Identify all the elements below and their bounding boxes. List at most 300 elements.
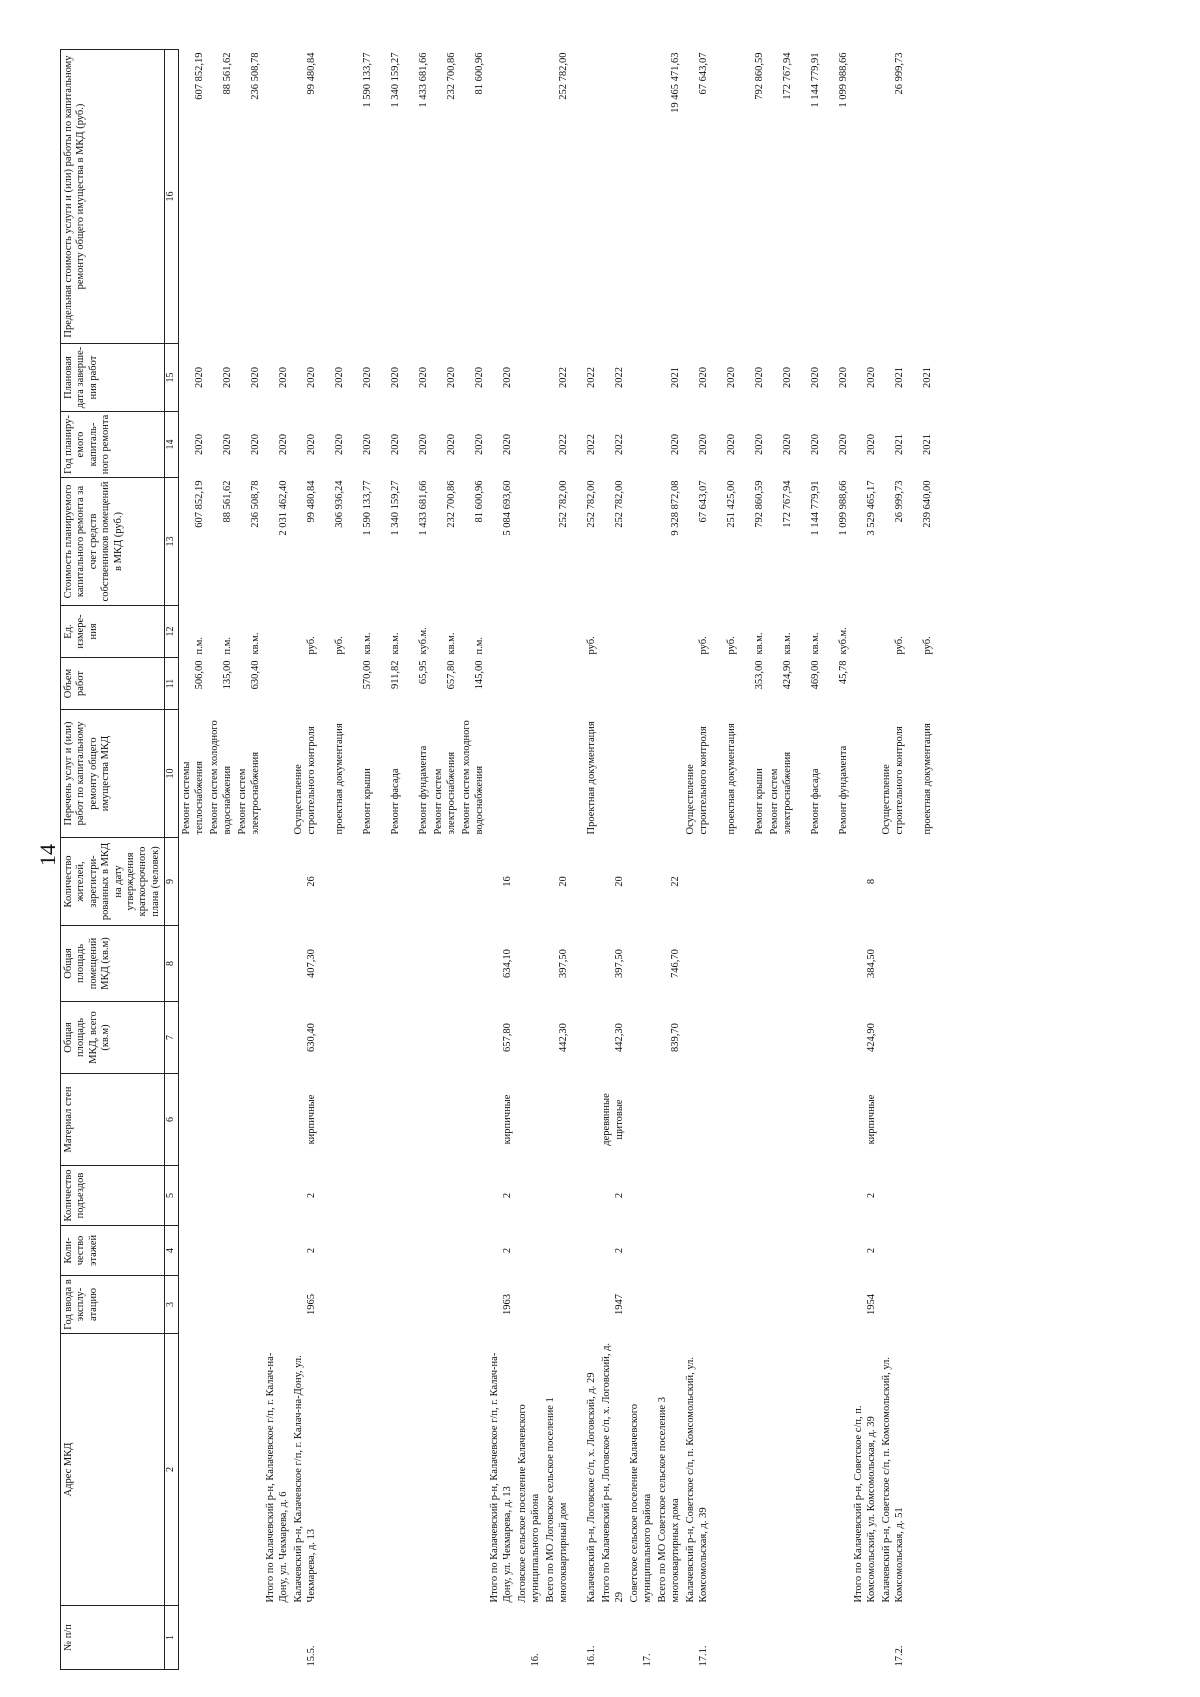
residents-cell — [711, 838, 739, 926]
residents-cell — [907, 838, 935, 926]
planned-year-cell: 2020 — [753, 434, 765, 455]
address-cell: Советское сельское поселение Калачевского муниципального района — [629, 1403, 653, 1603]
work-type-cell — [627, 710, 655, 838]
column-number: 16 — [165, 50, 179, 344]
limit-cost-cell: 26 999,73 — [893, 52, 905, 95]
row-number — [655, 1606, 683, 1670]
total-area-cell — [207, 1002, 235, 1074]
limit-cost-cell: 1 590 133,77 — [361, 52, 373, 108]
work-type-cell — [487, 710, 515, 838]
volume-cell: 65,95 — [417, 660, 429, 685]
floors-cell: 2 — [305, 1247, 317, 1254]
limit-cost-cell: 81 600,96 — [473, 52, 485, 95]
column-number: 2 — [165, 1334, 179, 1606]
volume-cell — [571, 658, 599, 710]
end-year-cell: 2020 — [501, 367, 513, 388]
table-row — [655, 50, 683, 1670]
work-type-cell: Ремонт фасада — [389, 768, 401, 835]
limit-cost-cell — [515, 50, 543, 344]
table-row — [291, 50, 319, 1670]
year-cell — [683, 1276, 711, 1334]
table-row — [403, 50, 431, 1670]
cost-cell: 9 328 872,08 — [669, 480, 681, 536]
cost-cell: 1 590 133,77 — [361, 480, 373, 536]
year-cell — [375, 1276, 403, 1334]
premises-area-cell: 746,70 — [669, 949, 681, 978]
column-number: 5 — [165, 1166, 179, 1226]
cost-cell: 81 600,96 — [473, 480, 485, 523]
unit-cell — [599, 606, 627, 658]
limit-cost-cell: 1 340 159,27 — [389, 52, 401, 108]
wall-material-cell — [207, 1074, 235, 1166]
premises-area-cell — [711, 926, 739, 1002]
wall-material-cell — [907, 1074, 935, 1166]
unit-cell: руб. — [725, 636, 737, 655]
entrances-cell — [823, 1166, 851, 1226]
premises-area-cell — [319, 926, 347, 1002]
table-row — [571, 50, 599, 1670]
floors-cell — [375, 1226, 403, 1276]
premises-area-cell — [207, 926, 235, 1002]
cost-cell: 252 782,00 — [613, 480, 625, 528]
premises-area-cell — [571, 926, 599, 1002]
planned-year-cell: 2020 — [501, 434, 513, 455]
header-cell: Год планиру-емого капиталь-ного ремонта — [61, 412, 165, 478]
unit-cell — [655, 606, 683, 658]
unit-cell — [515, 606, 543, 658]
unit-cell: руб. — [697, 636, 709, 655]
limit-cost-cell: 232 700,86 — [445, 52, 457, 100]
residents-cell — [879, 838, 907, 926]
total-area-cell: 442,30 — [557, 1023, 569, 1052]
table-body — [179, 50, 936, 1670]
year-cell — [403, 1276, 431, 1334]
limit-cost-cell — [627, 50, 655, 344]
floors-cell — [739, 1226, 767, 1276]
year-cell — [431, 1276, 459, 1334]
row-number — [263, 1606, 291, 1670]
work-type-cell: Осуществление строительного контроля — [293, 726, 317, 835]
entrances-cell — [403, 1166, 431, 1226]
unit-cell: руб. — [585, 636, 597, 655]
end-year-cell: 2020 — [221, 367, 233, 388]
wall-material-cell: кирпичные — [501, 1094, 513, 1145]
residents-cell — [403, 838, 431, 926]
year-cell — [739, 1276, 767, 1334]
premises-area-cell — [459, 926, 487, 1002]
volume-cell: 135,00 — [221, 660, 233, 690]
residents-cell: 16 — [501, 876, 513, 887]
residents-cell: 20 — [557, 876, 569, 887]
end-year-cell: 2020 — [193, 367, 205, 388]
planned-year-cell: 2020 — [193, 434, 205, 455]
table-row — [487, 50, 515, 1670]
wall-material-cell — [263, 1074, 291, 1166]
unit-cell: кв.м. — [249, 632, 261, 655]
limit-cost-cell — [571, 50, 599, 344]
residents-cell: 22 — [669, 876, 681, 887]
table-row — [235, 50, 263, 1670]
row-number: 15.5. — [305, 1645, 317, 1667]
year-cell — [879, 1276, 907, 1334]
planned-year-cell: 2020 — [389, 434, 401, 455]
total-area-cell — [767, 1002, 795, 1074]
unit-cell: кв.м. — [753, 632, 765, 655]
row-number: 17. — [641, 1653, 653, 1667]
entrances-cell — [627, 1166, 655, 1226]
row-number — [179, 1606, 208, 1670]
wall-material-cell: деревянные щитовые — [601, 1093, 625, 1146]
total-area-cell: 442,30 — [613, 1023, 625, 1052]
premises-area-cell — [375, 926, 403, 1002]
end-year-cell — [515, 344, 543, 412]
entrances-cell — [319, 1166, 347, 1226]
row-number — [795, 1606, 823, 1670]
entrances-cell — [907, 1166, 935, 1226]
header-cell: Объем работ — [61, 658, 165, 710]
entrances-cell: 2 — [305, 1192, 317, 1199]
floors-cell — [879, 1226, 907, 1276]
column-number: 14 — [165, 412, 179, 478]
limit-cost-cell: 792 860,59 — [753, 52, 765, 100]
wall-material-cell — [571, 1074, 599, 1166]
limit-cost-cell — [263, 50, 291, 344]
unit-cell — [627, 606, 655, 658]
table-row — [851, 50, 879, 1670]
cost-cell: 306 936,24 — [333, 480, 345, 528]
planned-year-cell: 2020 — [781, 434, 793, 455]
row-number — [543, 1606, 571, 1670]
work-type-cell: Ремонт системы теплоснабжения — [181, 761, 205, 835]
wall-material-cell — [375, 1074, 403, 1166]
end-year-cell: 2022 — [585, 367, 597, 388]
address-cell — [767, 1334, 795, 1606]
work-type-cell — [515, 710, 543, 838]
volume-cell — [263, 658, 291, 710]
floors-cell — [235, 1226, 263, 1276]
limit-cost-cell: 1 433 681,66 — [417, 52, 429, 108]
row-number: 17.1. — [697, 1645, 709, 1667]
end-year-cell: 2021 — [669, 367, 681, 388]
address-cell — [431, 1334, 459, 1606]
total-area-cell: 630,40 — [305, 1023, 317, 1052]
unit-cell: кв.м. — [361, 632, 373, 655]
row-number — [431, 1606, 459, 1670]
entrances-cell — [767, 1166, 795, 1226]
column-number: 12 — [165, 606, 179, 658]
entrances-cell — [795, 1166, 823, 1226]
row-number — [823, 1606, 851, 1670]
table-row — [347, 50, 375, 1670]
work-type-cell: Ремонт систем холодного водоснабжения — [209, 720, 233, 835]
limit-cost-cell: 19 465 471,63 — [669, 52, 681, 113]
unit-cell: руб. — [921, 636, 933, 655]
year-cell — [543, 1276, 571, 1334]
entrances-cell — [739, 1166, 767, 1226]
residents-cell — [515, 838, 543, 926]
year-cell — [627, 1276, 655, 1334]
header-cell: Материал стен — [61, 1074, 165, 1166]
address-cell — [795, 1334, 823, 1606]
cost-cell: 236 508,78 — [249, 480, 261, 528]
address-cell — [347, 1334, 375, 1606]
wall-material-cell — [795, 1074, 823, 1166]
limit-cost-cell: 1 099 988,66 — [837, 52, 849, 108]
unit-cell — [543, 606, 571, 658]
row-number: 17.2. — [893, 1645, 905, 1667]
limit-cost-cell: 607 852,19 — [193, 52, 205, 100]
header-cell: Общая площадь МКД, всего (кв.м) — [61, 1002, 165, 1074]
unit-cell: п.м. — [473, 636, 485, 655]
cost-cell: 1 433 681,66 — [417, 480, 429, 536]
floors-cell: 2 — [613, 1247, 625, 1254]
column-number: 3 — [165, 1276, 179, 1334]
residents-cell: 26 — [305, 876, 317, 887]
end-year-cell: 2020 — [389, 367, 401, 388]
premises-area-cell — [263, 926, 291, 1002]
planned-year-cell: 2020 — [725, 434, 737, 455]
wall-material-cell: кирпичные — [305, 1094, 317, 1145]
entrances-cell — [711, 1166, 739, 1226]
volume-cell — [907, 658, 935, 710]
premises-area-cell — [739, 926, 767, 1002]
table-row — [739, 50, 767, 1670]
end-year-cell: 2020 — [697, 367, 709, 388]
table-row — [543, 50, 571, 1670]
entrances-cell — [347, 1166, 375, 1226]
limit-cost-cell: 67 643,07 — [697, 52, 709, 95]
header-cell: Коли-чество этажей — [61, 1226, 165, 1276]
year-cell — [207, 1276, 235, 1334]
volume-cell: 506,00 — [193, 660, 205, 690]
planned-year-cell: 2021 — [921, 434, 933, 455]
year-cell — [459, 1276, 487, 1334]
work-type-cell: Проектная документация — [585, 721, 597, 835]
unit-cell: руб. — [893, 636, 905, 655]
volume-cell: 469,00 — [809, 660, 821, 690]
end-year-cell — [627, 344, 655, 412]
cost-cell: 1 099 988,66 — [837, 480, 849, 536]
address-cell: Всего по МО Советское сельское поселение 3 многоквартирных дома — [657, 1397, 681, 1603]
premises-area-cell — [627, 926, 655, 1002]
table-row — [319, 50, 347, 1670]
entrances-cell — [263, 1166, 291, 1226]
capital-repair-table — [60, 49, 935, 1670]
header-cell: Плановая дата заверше-ния работ — [61, 344, 165, 412]
residents-cell — [179, 838, 208, 926]
planned-year-cell: 2020 — [473, 434, 485, 455]
cost-cell: 2 031 462,40 — [277, 480, 289, 536]
row-number: 16.1. — [585, 1645, 597, 1667]
total-area-cell — [683, 1002, 711, 1074]
work-type-cell: Осуществление строительного контроля — [685, 726, 709, 835]
cost-cell: 88 561,62 — [221, 480, 233, 523]
wall-material-cell — [655, 1074, 683, 1166]
limit-cost-cell — [487, 50, 515, 344]
end-year-cell: 2020 — [417, 367, 429, 388]
cost-cell — [515, 478, 543, 606]
floors-cell — [403, 1226, 431, 1276]
address-cell: Итого по Калачевский р-н, Калачевское г/п, г. Калач-на-Дону, ул. Чекмарева, д. 13 — [489, 1352, 513, 1603]
row-number — [739, 1606, 767, 1670]
volume-cell — [683, 658, 711, 710]
header-cell: Количество подъездов — [61, 1166, 165, 1226]
address-cell: Калачевский р-н, Калачевское г/п, г. Калач-на-Дону, ул. Чекмарева, д. 13 — [293, 1355, 317, 1603]
entrances-cell — [375, 1166, 403, 1226]
year-cell: 1947 — [613, 1294, 625, 1315]
work-type-cell: проектная документация — [725, 723, 737, 835]
residents-cell — [767, 838, 795, 926]
premises-area-cell: 407,30 — [305, 949, 317, 978]
residents-cell — [459, 838, 487, 926]
address-cell — [375, 1334, 403, 1606]
address-cell — [459, 1334, 487, 1606]
entrances-cell — [515, 1166, 543, 1226]
cost-cell: 67 643,07 — [697, 480, 709, 523]
cost-cell: 5 084 693,60 — [501, 480, 513, 536]
volume-cell: 424,90 — [781, 660, 793, 690]
row-number — [459, 1606, 487, 1670]
floors-cell — [795, 1226, 823, 1276]
table-row — [879, 50, 907, 1670]
year-cell — [319, 1276, 347, 1334]
table-row — [795, 50, 823, 1670]
volume-cell: 911,82 — [389, 660, 401, 689]
unit-cell — [487, 606, 515, 658]
wall-material-cell — [543, 1074, 571, 1166]
header-cell: Год ввода в эксплу-атацию — [61, 1276, 165, 1334]
floors-cell — [431, 1226, 459, 1276]
wall-material-cell — [739, 1074, 767, 1166]
year-cell: 1965 — [305, 1294, 317, 1315]
header-cell: Общая площадь помещений МКД (кв.м) — [61, 926, 165, 1002]
premises-area-cell — [907, 926, 935, 1002]
premises-area-cell — [515, 926, 543, 1002]
entrances-cell — [431, 1166, 459, 1226]
entrances-cell — [879, 1166, 907, 1226]
row-number — [207, 1606, 235, 1670]
cost-cell: 3 529 465,17 — [865, 480, 877, 536]
total-area-cell — [375, 1002, 403, 1074]
address-cell — [711, 1334, 739, 1606]
wall-material-cell — [515, 1074, 543, 1166]
year-cell — [795, 1276, 823, 1334]
residents-cell — [571, 838, 599, 926]
header-cell: Адрес МКД — [61, 1334, 165, 1606]
residents-cell — [319, 838, 347, 926]
total-area-cell — [179, 1002, 208, 1074]
end-year-cell: 2020 — [725, 367, 737, 388]
residents-cell — [823, 838, 851, 926]
address-cell: Калачевский р-н, Логовское с/п, х. Логовский, д. 29 — [585, 1372, 597, 1603]
volume-cell — [515, 658, 543, 710]
volume-cell — [711, 658, 739, 710]
work-type-cell: Осуществление строительного контроля — [881, 726, 905, 835]
unit-cell: кв.м. — [781, 632, 793, 655]
cost-cell: 1 340 159,27 — [389, 480, 401, 536]
wall-material-cell — [683, 1074, 711, 1166]
premises-area-cell — [403, 926, 431, 1002]
entrances-cell: 2 — [501, 1192, 513, 1199]
wall-material-cell — [767, 1074, 795, 1166]
limit-cost-cell: 88 561,62 — [221, 52, 233, 95]
wall-material-cell — [459, 1074, 487, 1166]
column-number: 9 — [165, 838, 179, 926]
end-year-cell: 2022 — [613, 367, 625, 388]
entrances-cell — [207, 1166, 235, 1226]
address-cell: Калачевский р-н, Советское с/п, п. Комсомольский, ул. Комсомольская, д. 39 — [685, 1357, 709, 1603]
header-cell: Перечень услуг и (или) работ по капитальному ремонту общего имущества МКД — [61, 710, 165, 838]
floors-cell — [179, 1226, 208, 1276]
year-cell: 1954 — [865, 1294, 877, 1315]
table-row — [683, 50, 711, 1670]
entrances-cell — [179, 1166, 208, 1226]
total-area-cell: 657,80 — [501, 1023, 513, 1052]
cost-cell: 252 782,00 — [585, 480, 597, 528]
end-year-cell: 2020 — [445, 367, 457, 388]
address-cell: Итого по Калачевский р-н, Логовское с/п, х. Логовский, д. 29 — [601, 1342, 625, 1603]
unit-cell: п.м. — [193, 636, 205, 655]
table-row — [207, 50, 235, 1670]
volume-cell — [627, 658, 655, 710]
planned-year-cell: 2020 — [697, 434, 709, 455]
header-cell: № п/п — [61, 1606, 165, 1670]
volume-cell: 630,40 — [249, 660, 261, 690]
end-year-cell: 2020 — [249, 367, 261, 388]
wall-material-cell — [319, 1074, 347, 1166]
work-type-cell: Ремонт фундамента — [417, 745, 429, 835]
address-cell: Логовское сельское поселение Калачевского муниципального района — [517, 1404, 541, 1603]
planned-year-cell: 2022 — [585, 434, 597, 455]
wall-material-cell — [431, 1074, 459, 1166]
premises-area-cell — [431, 926, 459, 1002]
total-area-cell — [263, 1002, 291, 1074]
unit-cell — [851, 606, 879, 658]
floors-cell — [319, 1226, 347, 1276]
planned-year-cell: 2020 — [837, 434, 849, 455]
address-cell — [179, 1334, 208, 1606]
row-number — [599, 1606, 627, 1670]
residents-cell: 20 — [613, 876, 625, 887]
premises-area-cell — [179, 926, 208, 1002]
total-area-cell: 424,90 — [865, 1023, 877, 1052]
total-area-cell — [431, 1002, 459, 1074]
floors-cell — [347, 1226, 375, 1276]
total-area-cell — [823, 1002, 851, 1074]
planned-year-cell: 2020 — [305, 434, 317, 455]
wall-material-cell — [403, 1074, 431, 1166]
column-number: 11 — [165, 658, 179, 710]
limit-cost-cell: 172 767,94 — [781, 52, 793, 100]
volume-cell — [291, 658, 319, 710]
planned-year-cell: 2020 — [445, 434, 457, 455]
header-row — [61, 50, 165, 1670]
unit-cell: руб. — [305, 636, 317, 655]
work-type-cell: проектная документация — [921, 723, 933, 835]
address-cell — [907, 1334, 935, 1606]
address-cell: Калачевский р-н, Советское с/п, п. Комсомольский, ул. Комсомольская, д. 51 — [881, 1357, 905, 1603]
page-number: 14 — [35, 844, 60, 866]
planned-year-cell: 2022 — [557, 434, 569, 455]
work-type-cell — [599, 710, 627, 838]
volume-cell — [655, 658, 683, 710]
total-area-cell — [459, 1002, 487, 1074]
planned-year-cell: 2020 — [361, 434, 373, 455]
volume-cell — [319, 658, 347, 710]
floors-cell — [459, 1226, 487, 1276]
cost-cell — [627, 478, 655, 606]
unit-cell: п.м. — [221, 636, 233, 655]
